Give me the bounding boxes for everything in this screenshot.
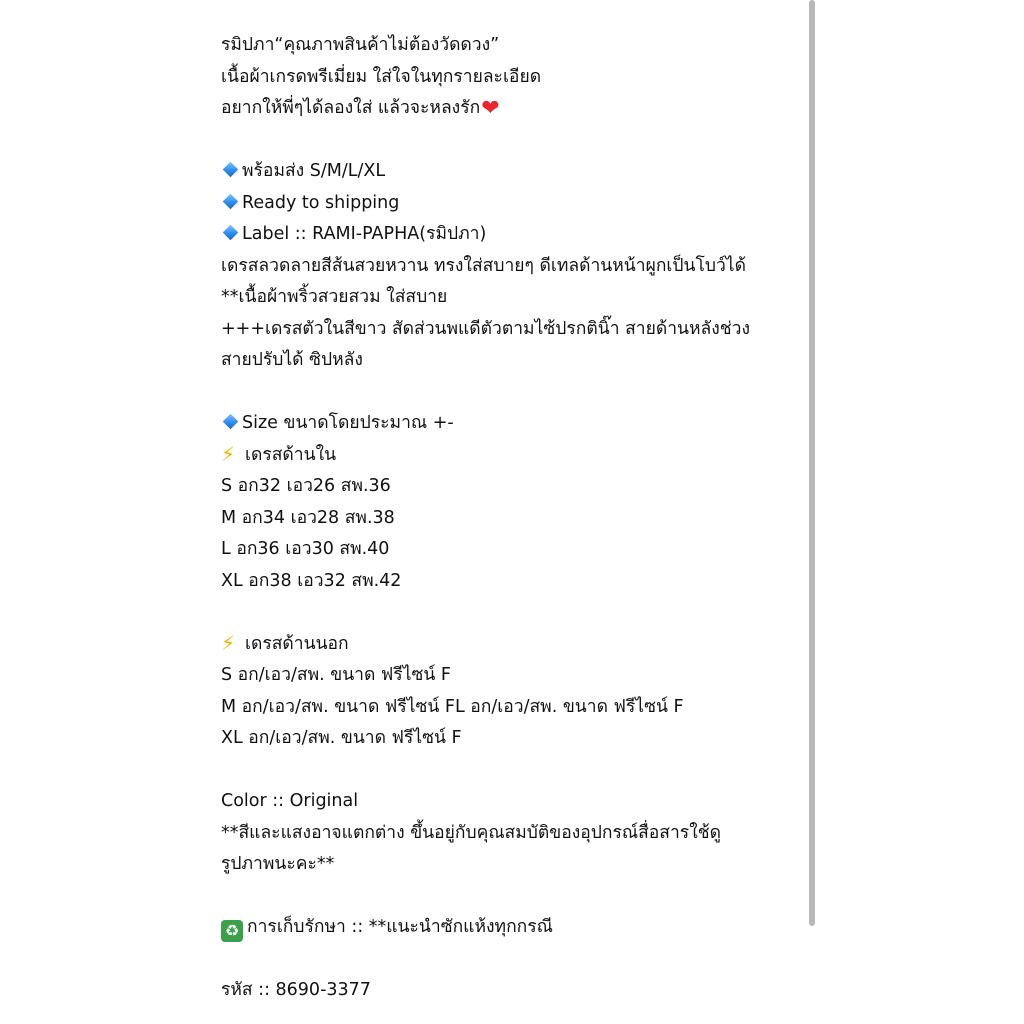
small-blue-diamond-icon [223, 193, 239, 209]
lightning-icon: ⚡ [221, 630, 236, 655]
inner-size-row: L อก36 เอว30 สพ.40 [221, 539, 390, 559]
care-line: ♻ การเก็บรักษา :: **แนะนำซักแห้งทุกกรณี [221, 912, 806, 944]
heart-icon: ❤ [481, 96, 500, 121]
product-code: รหัส :: 8690-3377 [221, 980, 371, 1000]
outer-size-row: S อก/เอว/สพ. ขนาด ฟรีไซน์ F [221, 665, 451, 685]
lightning-icon: ⚡ [221, 441, 236, 466]
color-label: Color :: Original [221, 791, 359, 811]
intro-line-2: เนื้อผ้าเกรดพรีเมี่ยม ใส่ใจในทุกรายละเอียด [221, 66, 542, 87]
shipping-line: Ready to shipping [221, 188, 806, 220]
recycle-icon: ♻ [221, 920, 243, 942]
intro-line-3: อยากให้พี่ๆได้ลองใส่ แล้วจะหลงรัก❤ [221, 96, 500, 121]
small-blue-diamond-icon [223, 162, 239, 178]
post-text [221, 30, 806, 1007]
description-line-1: เดรสลวดลายสีส้นสวยหวาน ทรงใส่สบายๆ ดีเทลด้านหน้าผูกเป็นโบว์ได้ [221, 255, 746, 276]
outer-dress-title: ⚡ เดรสด้านนอก [221, 630, 349, 655]
description-line-4: สายปรับได้ ซิปหลัง [221, 350, 363, 370]
outer-size-row: M อก/เอว/สพ. ขนาด ฟรีไซน์ FL อก/เอว/สพ. ขนาด ฟรีไซน์ F [221, 696, 684, 717]
color-note-2: รูปภาพนะคะ** [221, 854, 335, 874]
inner-size-row: S อก32 เอว26 สพ.36 [221, 476, 391, 496]
inner-size-row: XL อก38 เอว32 สพ.42 [221, 570, 402, 591]
size-heading: Size ขนาดโดยประมาณ +- [221, 408, 806, 440]
ready-line: พร้อมส่ง S/M/L/XL [221, 156, 806, 188]
small-blue-diamond-icon [223, 225, 239, 241]
inner-dress-title: ⚡ เดรสด้านใน [221, 441, 337, 466]
inner-size-row: M อก34 เอว28 สพ.38 [221, 507, 395, 528]
description-line-3: +++เดรสตัวในสีขาว สัดส่วนพแดีตัวตามไซ้ปรกตินิ๊า สายด้านหลังช่วง [221, 318, 751, 339]
description-line-2: **เนื้อผ้าพริ้วสวยสวม ใส่สบาย [221, 287, 448, 307]
scrollbar[interactable] [809, 0, 815, 926]
color-note-1: **สีและแสงอาจแตกต่าง ขึ้นอยู่กับคุณสมบัติของอุปกรณ์สื่อสารใช้ดู [221, 822, 721, 843]
label-line: Label :: RAMI-PAPHA(รมิปภา) [221, 219, 806, 251]
small-blue-diamond-icon [223, 414, 239, 430]
outer-size-row: XL อก/เอว/สพ. ขนาด ฟรีไซน์ F [221, 728, 462, 748]
intro-line-1: รมิปภา“คุณภาพสินค้าไม่ต้องวัดดวง” [221, 35, 500, 55]
